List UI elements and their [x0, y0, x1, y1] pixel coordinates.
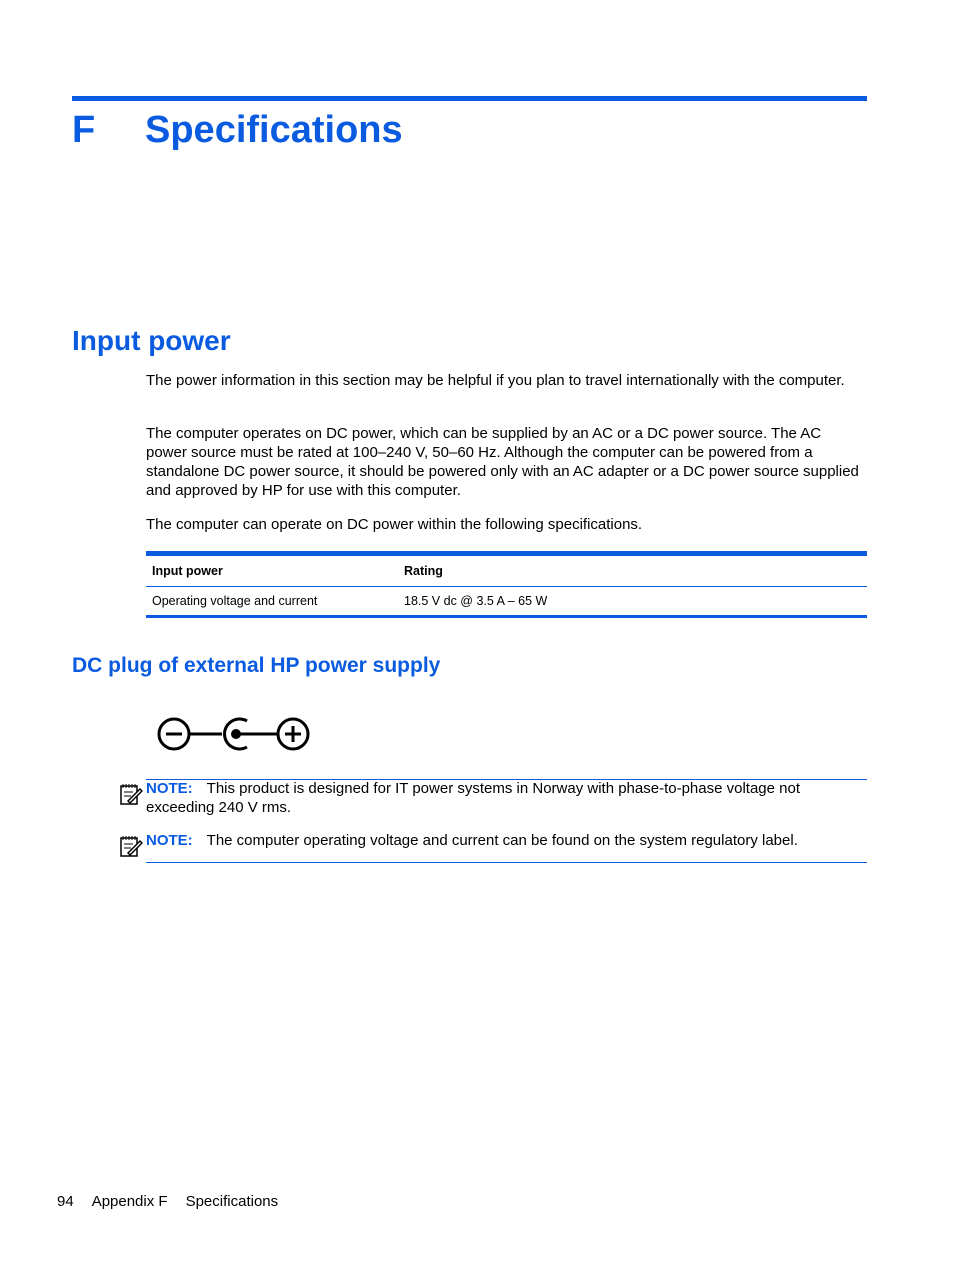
note-2-text: The computer operating voltage and current can be found on the system regulatory label. — [206, 832, 798, 849]
footer-appendix: Appendix F — [91, 1193, 168, 1210]
note-2-label: NOTE: — [146, 832, 193, 849]
paragraph-3: The computer can operate on DC power within the following specifications. — [146, 516, 643, 533]
note-2 — [146, 831, 861, 850]
table-cell-label: Operating voltage and current — [152, 594, 318, 608]
table-header-row — [146, 556, 867, 587]
chapter-letter: F — [72, 109, 96, 151]
note-1-text: This product is designed for IT power systems in Norway with phase-to-phase voltage not exceeding 240 V rms. — [146, 780, 801, 816]
page-footer — [57, 1192, 296, 1211]
table-header-input-power: Input power — [152, 564, 223, 578]
table-header-rating: Rating — [404, 564, 443, 578]
page-number: 94 — [57, 1193, 74, 1210]
table-cell-value: 18.5 V dc @ 3.5 A – 65 W — [404, 594, 548, 608]
note-divider-bottom — [146, 862, 867, 863]
chapter-rule — [72, 96, 867, 101]
spec-table — [146, 551, 867, 618]
dc-plug-polarity-icon — [156, 715, 312, 753]
note-pencil-icon — [119, 834, 143, 858]
footer-title: Specifications — [185, 1193, 279, 1210]
paragraph-2: The computer operates on DC power, which can be supplied by an AC or a DC power source. The AC power source must be rated at 100–240 V, 50–60 Hz. Although the computer can be powered from a standalone DC power source, it should be powered only with an AC adapter or a DC power source supplied and approved by HP for use with this computer. — [146, 425, 859, 499]
note-pencil-icon — [119, 782, 143, 806]
chapter-title: Specifications — [145, 109, 403, 151]
section-title: Input power — [72, 325, 231, 356]
note-1 — [146, 779, 861, 817]
note-1-label: NOTE: — [146, 780, 193, 797]
table-row — [146, 587, 867, 615]
paragraph-1: The power information in this section may be helpful if you plan to travel internationally with the computer. — [146, 372, 845, 389]
subsection-title: DC plug of external HP power supply — [72, 654, 441, 677]
